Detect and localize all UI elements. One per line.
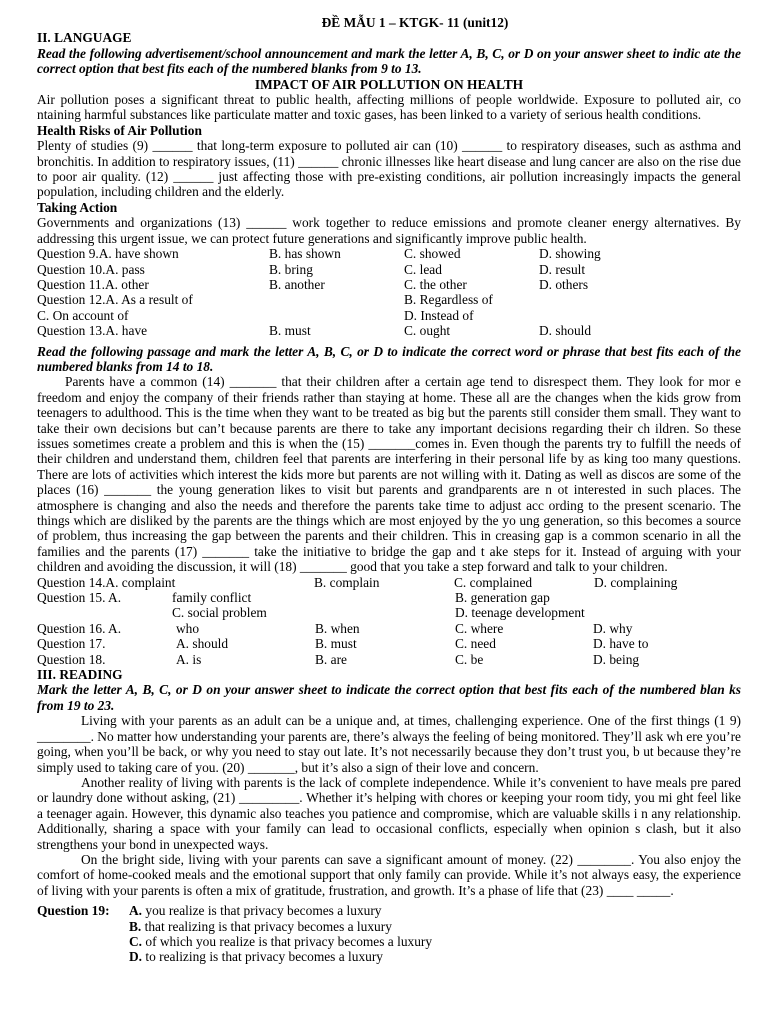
- question-option-d[interactable]: D. complaining: [594, 574, 678, 590]
- subheading-health-risks: Health Risks of Air Pollution: [37, 122, 202, 138]
- question-row: [37, 277, 741, 292]
- question-option-c[interactable]: C. On account of: [37, 307, 129, 323]
- question-option-a[interactable]: Question 9.A. have shown: [37, 246, 179, 262]
- question-option-c[interactable]: C. be: [455, 651, 484, 667]
- question-option-d[interactable]: D. to realizing is that privacy becomes a luxury: [129, 949, 383, 965]
- question-option-c[interactable]: C. of which you realize is that privacy becomes a luxury: [129, 933, 433, 949]
- question-row: [37, 262, 741, 277]
- question-option-a[interactable]: who: [176, 620, 200, 636]
- question-option-c[interactable]: C. where: [455, 620, 504, 636]
- questions-16-18: [37, 621, 741, 667]
- question-option-a[interactable]: A. is: [176, 651, 202, 667]
- question-option-a[interactable]: A. you realize is that privacy becomes a luxury: [129, 903, 382, 919]
- article-title: IMPACT OF AIR POLLUTION ON HEALTH: [254, 76, 524, 92]
- question-option-b[interactable]: B. generation gap: [455, 590, 550, 606]
- question-row: [37, 919, 741, 934]
- question-label: Question 18.: [37, 651, 106, 667]
- question-19: [37, 903, 741, 965]
- question-option-b[interactable]: B. when: [315, 620, 360, 636]
- section-heading-language: II. LANGUAGE: [37, 30, 132, 46]
- question-option-d[interactable]: D. why: [593, 620, 633, 636]
- question-option-c[interactable]: C. need: [455, 636, 496, 652]
- questions-14-18: [37, 575, 741, 590]
- question-option-a[interactable]: Question 14.A. complaint: [37, 574, 176, 590]
- question-option-b[interactable]: B. that realizing is that privacy becomes a luxury: [129, 918, 392, 934]
- question-option-c[interactable]: C. showed: [404, 246, 461, 262]
- question-row: [37, 949, 741, 964]
- page-title: ĐỀ MẪU 1 – KTGK- 11 (unit12): [321, 15, 509, 30]
- instruction-14-18: Read the following passage and mark the letter A, B, C, or D to indicate the correct word or phrase that best fits each of the numbered blanks from 14 to 18.: [37, 343, 741, 374]
- question-option-b[interactable]: B. bring: [269, 261, 313, 277]
- question-option-b[interactable]: B. Regardless of: [404, 292, 493, 308]
- instruction-9-13: Read the following advertisement/school announcement and mark the letter A, B, C, or D on your answer sheet to indic ate the correct option that best fits each of the numbered blanks from 9 to 13.: [37, 45, 741, 77]
- question-option-b[interactable]: B. complain: [314, 574, 380, 590]
- article-intro: Air pollution poses a significant threat to public health, affecting millions of people worldwide. Exposure to polluted air, co ntaining harmful substances like particulate matter and toxic gases, has been linked to a variety of serious health conditions.: [37, 92, 741, 123]
- question-row: [37, 575, 741, 590]
- question-option-c[interactable]: C. the other: [404, 276, 467, 292]
- question-label: Question 16. A.: [37, 620, 122, 636]
- question-option-c[interactable]: C. ought: [404, 323, 451, 339]
- question-row: [37, 934, 741, 949]
- question-option-a[interactable]: Question 13.A. have: [37, 323, 148, 339]
- question-option-a[interactable]: Question 10.A. pass: [37, 261, 145, 277]
- question-option-d[interactable]: D. showing: [539, 246, 601, 262]
- question-row: [37, 308, 741, 323]
- question-label: Question 15. A.: [37, 590, 122, 606]
- question-row: [37, 590, 741, 605]
- question-option-a[interactable]: A. should: [176, 636, 229, 652]
- question-option-d[interactable]: D. others: [539, 276, 589, 292]
- section-heading-reading: III. READING: [37, 667, 123, 683]
- questions-9-13: [37, 246, 741, 338]
- question-option-b[interactable]: B. are: [315, 651, 347, 667]
- passage-generation-gap: Parents have a common (14) _______ that their children after a certain age tend to disrespect them. They look for mor e freedom and enjoy the company of their friends rather than staying at home. These all are the changes when the kids grow from teenagers to adulthood. This is the time when they want to be treated as big but the parents still consider them small. They want to take their own decisions but can’t because parents are there to take any important decisions regarding their ch ildren. So these issues sometimes create a problem and this is when the (15) _______comes in. Even though the parents try to fulfill the needs of their children and understand them, children feel that parents are interfering in their personal life by as king too many questions. There are lots of activities which interest the kids more but parents are not willing with it. Dating as well as discos are some of the places (16) _______ the young generation likes to visit but parents and grandparents are n ot interested in such places. The atmosphere is changing and also the needs and therefore the parents take time to adjust acc ording to the present scenario. The things which are disliked by the parents are the things which are most enjoyed by the yo ung generation, so this becomes a source of problem, thus increasing the gap between the parents and their children. This in creasing gap is a common scenario in all the families and the parents (17) _______ take the initiative to bridge the gap and t ake steps for it. Instead of arguing with your children and avoiding the discussion, it will (18) _______ good that you take a step forward and talk to your children.: [37, 374, 741, 575]
- question-option-d[interactable]: D. should: [539, 323, 592, 339]
- exam-page: [37, 15, 741, 965]
- instruction-19-23: Mark the letter A, B, C, or D on your answer sheet to indicate the correct option that best fits each of the numbered blan ks from 19 to 23.: [37, 682, 741, 713]
- question-option-d[interactable]: D. Instead of: [404, 307, 474, 323]
- question-row: [37, 246, 741, 261]
- question-row: [37, 292, 741, 307]
- question-option-c[interactable]: C. lead: [404, 261, 442, 277]
- reading-paragraph-2: Another reality of living with parents is the lack of complete independence. While it’s convenient to have meals pre pared or laundry done without asking, (21) _________. Whether it’s helping with chores or keeping your room tidy, you mi ght feel like a teenager again. However, this dynamic also teaches you patience and compromise, which are valuable skills i n any relationship. Additionally, sharing a space with your family can lead to occasional conflicts, especially when opinion s clash, but it also strengthens your bond in unexpected ways.: [37, 774, 741, 852]
- question-option-d[interactable]: D. being: [593, 651, 640, 667]
- reading-paragraph-1: Living with your parents as an adult can be a unique and, at times, challenging experience. One of the first things (1 9) ________. No matter how understanding your parents are, there’s always the feeling of being monitored. They’ll ask wh ere you’re going, when you’ll be back, or why you need to stay out late. It’s not necessarily because they don’t trust you, b ut because they’re simply used to taking care of you. (20) _______, but it’s also a sign of their love and concern.: [37, 713, 741, 775]
- subheading-taking-action: Taking Action: [37, 199, 118, 215]
- question-row: [37, 903, 741, 918]
- question-option-b[interactable]: B. another: [269, 276, 325, 292]
- question-row: [37, 652, 741, 667]
- question-option-c[interactable]: C. social problem: [172, 605, 267, 621]
- question-option-b[interactable]: B. has shown: [269, 246, 341, 262]
- question-option-c[interactable]: C. complained: [454, 574, 533, 590]
- article-paragraph-1: Plenty of studies (9) ______ that long-term exposure to polluted air can (10) ______ to respiratory diseases, such as asthma and bronchitis. In addition to respiratory issues, (11) ______ chronic illnesses like heart disease and lung cancer are also on the rise due to poor air quality. (12) ______ just affecting those with pre-existing conditions, air pollution increasingly impacts the general population, including children and the elderly.: [37, 138, 741, 200]
- question-label: Question 17.: [37, 636, 106, 652]
- question-15: [37, 590, 741, 621]
- question-option-d[interactable]: D. teenage development: [455, 605, 585, 621]
- question-row: [37, 636, 741, 651]
- question-option-b[interactable]: B. must: [315, 636, 357, 652]
- question-row: [37, 621, 741, 636]
- article-paragraph-2: Governments and organizations (13) ______ work together to reduce emissions and promote cleaner energy alternatives. By addressing this urgent issue, we can protect future generations and significantly improve public health.: [37, 215, 741, 246]
- question-option-a[interactable]: Question 12.A. As a result of: [37, 292, 193, 308]
- question-option-b[interactable]: B. must: [269, 323, 311, 339]
- question-label: Question 19:: [37, 903, 110, 919]
- question-option-d[interactable]: D. result: [539, 261, 586, 277]
- question-option-a[interactable]: family conflict: [172, 590, 252, 606]
- question-option-d[interactable]: D. have to: [593, 636, 649, 652]
- reading-paragraph-3: On the bright side, living with your parents can save a significant amount of money. (22) ________. You also enjoy the comfort of home-cooked meals and the emotional support that only family can provide. While it’s not always easy, the experience of living with your parents is often a mix of gratitude, frustration, and growth. It’s a phase of life that (23) ____ _____.: [37, 851, 741, 898]
- question-row: [37, 605, 741, 620]
- question-row: [37, 323, 741, 338]
- question-option-a[interactable]: Question 11.A. other: [37, 276, 149, 292]
